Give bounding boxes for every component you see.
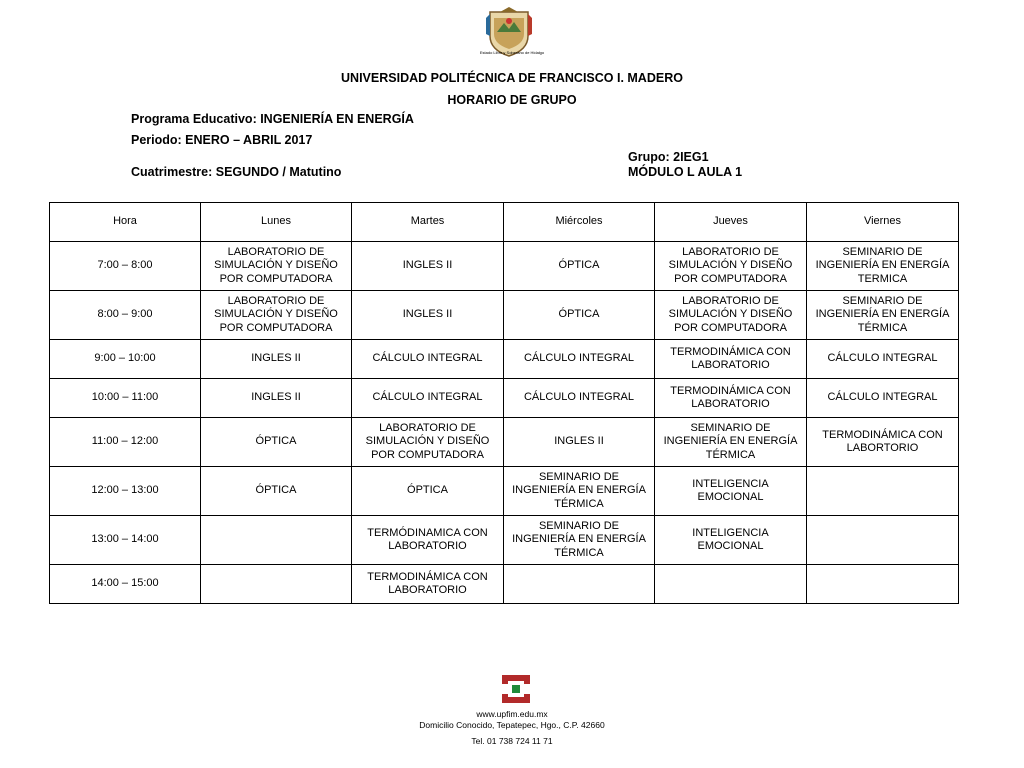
class-cell: SEMINARIO DE INGENIERÍA EN ENERGÍA TERMICA <box>807 242 959 291</box>
class-cell: CÁLCULO INTEGRAL <box>807 379 959 418</box>
program-label: Programa Educativo: INGENIERÍA EN ENERGÍA <box>131 112 414 126</box>
class-cell <box>201 565 352 604</box>
class-cell: SEMINARIO DE INGENIERÍA EN ENERGÍA TÉRMICA <box>504 467 655 516</box>
class-cell: TERMODINÁMICA CON LABORATORIO <box>655 340 807 379</box>
time-cell: 8:00 – 9:00 <box>50 291 201 340</box>
class-cell: INGLES II <box>352 242 504 291</box>
seal-caption: Estado Libre y Soberano de Hidalgo <box>479 50 545 55</box>
table-row <box>50 291 959 340</box>
class-cell: LABORATORIO DE SIMULACIÓN Y DISEÑO POR COMPUTADORA <box>352 418 504 467</box>
period-label: Periodo: ENERO – ABRIL 2017 <box>131 133 313 147</box>
class-cell: INGLES II <box>201 379 352 418</box>
class-cell <box>807 516 959 565</box>
class-cell: LABORATORIO DE SIMULACIÓN Y DISEÑO POR COMPUTADORA <box>655 291 807 340</box>
class-cell: TERMODINÁMICA CON LABORATORIO <box>352 565 504 604</box>
class-cell <box>807 467 959 516</box>
university-name: UNIVERSIDAD POLITÉCNICA DE FRANCISCO I. MADERO <box>341 71 683 85</box>
university-logo-icon <box>500 673 532 705</box>
room-label: MÓDULO L AULA 1 <box>628 165 743 179</box>
class-cell: ÓPTICA <box>201 418 352 467</box>
table-row <box>50 340 959 379</box>
time-cell: 12:00 – 13:00 <box>50 467 201 516</box>
time-cell: 14:00 – 15:00 <box>50 565 201 604</box>
document-title: HORARIO DE GRUPO <box>447 93 577 107</box>
time-cell: 10:00 – 11:00 <box>50 379 201 418</box>
footer-address: Domicilio Conocido, Tepatepec, Hgo., C.P. 42660 <box>419 720 605 730</box>
column-header: Lunes <box>201 203 352 242</box>
class-cell: CÁLCULO INTEGRAL <box>504 340 655 379</box>
class-cell: INGLES II <box>352 291 504 340</box>
time-cell: 7:00 – 8:00 <box>50 242 201 291</box>
class-cell: SEMINARIO DE INGENIERÍA EN ENERGÍA TÉRMICA <box>504 516 655 565</box>
class-cell: LABORATORIO DE SIMULACIÓN Y DISEÑO POR COMPUTADORA <box>201 291 352 340</box>
footer-website: www.upfim.edu.mx <box>476 709 548 719</box>
table-header-row <box>50 203 959 242</box>
class-cell: CÁLCULO INTEGRAL <box>504 379 655 418</box>
class-cell <box>807 565 959 604</box>
table-row <box>50 565 959 604</box>
group-label: Grupo: 2IEG1 <box>628 150 709 164</box>
class-cell <box>504 565 655 604</box>
class-cell: INTELIGENCIA EMOCIONAL <box>655 516 807 565</box>
time-cell: 13:00 – 14:00 <box>50 516 201 565</box>
class-cell: TERMODINÁMICA CON LABORTORIO <box>807 418 959 467</box>
class-cell <box>201 516 352 565</box>
table-row <box>50 418 959 467</box>
table-row <box>50 467 959 516</box>
column-header: Miércoles <box>504 203 655 242</box>
term-label: Cuatrimestre: SEGUNDO / Matutino <box>131 165 342 179</box>
class-cell: ÓPTICA <box>201 467 352 516</box>
column-header: Martes <box>352 203 504 242</box>
class-cell: CÁLCULO INTEGRAL <box>352 379 504 418</box>
class-cell: TERMODINÁMICA CON LABORATORIO <box>655 379 807 418</box>
table-row <box>50 379 959 418</box>
class-cell: LABORATORIO DE SIMULACIÓN Y DISEÑO POR COMPUTADORA <box>201 242 352 291</box>
class-cell: CÁLCULO INTEGRAL <box>807 340 959 379</box>
class-cell: TERMÓDINAMICA CON LABORATORIO <box>352 516 504 565</box>
class-cell: CÁLCULO INTEGRAL <box>352 340 504 379</box>
column-header: Hora <box>50 203 201 242</box>
class-cell: ÓPTICA <box>352 467 504 516</box>
time-cell: 9:00 – 10:00 <box>50 340 201 379</box>
class-cell: SEMINARIO DE INGENIERÍA EN ENERGÍA TÉRMICA <box>655 418 807 467</box>
class-cell: SEMINARIO DE INGENIERÍA EN ENERGÍA TÉRMICA <box>807 291 959 340</box>
class-cell: LABORATORIO DE SIMULACIÓN Y DISEÑO POR COMPUTADORA <box>655 242 807 291</box>
class-cell: ÓPTICA <box>504 291 655 340</box>
column-header: Jueves <box>655 203 807 242</box>
class-cell: INGLES II <box>201 340 352 379</box>
class-cell: ÓPTICA <box>504 242 655 291</box>
class-cell <box>655 565 807 604</box>
column-header: Viernes <box>807 203 959 242</box>
class-cell: INGLES II <box>504 418 655 467</box>
table-row <box>50 516 959 565</box>
table-row <box>50 242 959 291</box>
footer-phone: Tel. 01 738 724 11 71 <box>471 736 553 746</box>
schedule-table <box>49 202 959 604</box>
time-cell: 11:00 – 12:00 <box>50 418 201 467</box>
class-cell: INTELIGENCIA EMOCIONAL <box>655 467 807 516</box>
